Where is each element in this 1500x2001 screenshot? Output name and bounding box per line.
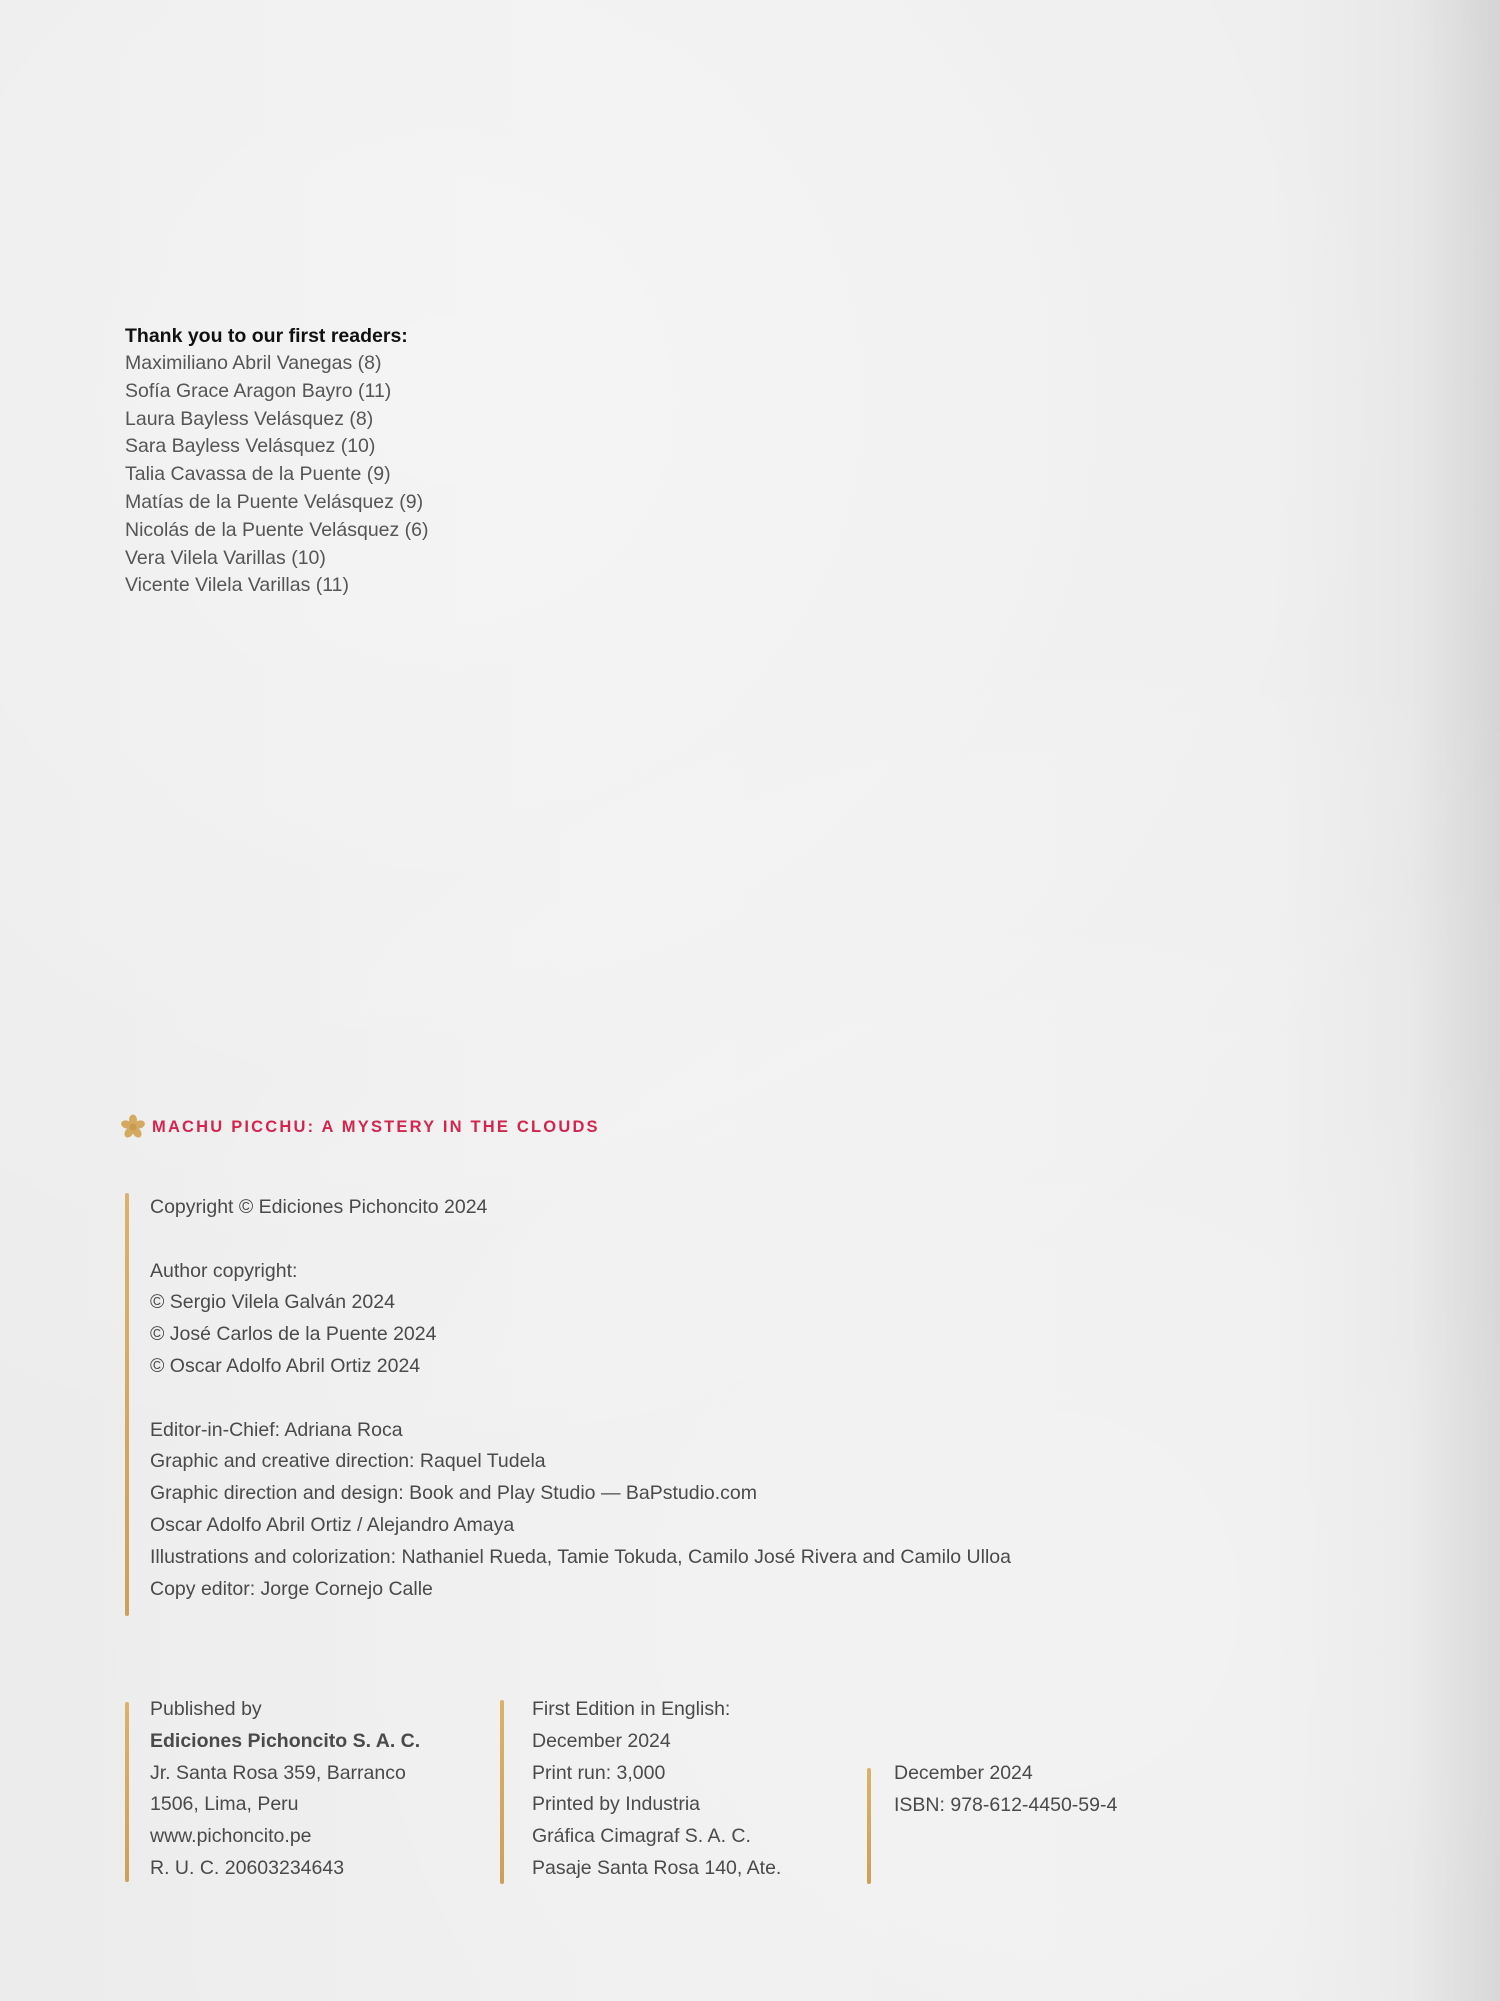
edition-line: December 2024 — [532, 1729, 671, 1752]
published-by-label: Published by — [150, 1698, 262, 1720]
staff-credit-line: Editor-in-Chief: Adriana Roca — [150, 1418, 403, 1441]
publisher-rule — [125, 1702, 129, 1882]
publisher-column — [150, 1694, 420, 1885]
first-readers-title: Thank you to our first readers: — [125, 325, 408, 347]
staff-credit-line: Oscar Adolfo Abril Ortiz / Alejandro Amaya — [150, 1513, 515, 1536]
edition-line: Printed by Industria — [532, 1793, 701, 1816]
reader-name: Matías de la Puente Velásquez (9) — [125, 490, 424, 513]
reader-name: Maximiliano Abril Vanegas (8) — [125, 352, 382, 374]
publisher-website: www.pichoncito.pe — [150, 1825, 312, 1848]
publisher-address-line: 1506, Lima, Peru — [150, 1793, 299, 1816]
edition-line: Print run: 3,000 — [532, 1761, 666, 1784]
reader-name: Nicolás de la Puente Velásquez (6) — [125, 518, 429, 541]
author-copyright-line: © Oscar Adolfo Abril Ortiz 2024 — [150, 1354, 421, 1377]
reader-name: Sara Bayless Velásquez (10) — [125, 435, 376, 458]
publisher-ruc: R. U. C. 20603234643 — [150, 1856, 345, 1879]
edition-column — [532, 1694, 781, 1885]
flower-icon — [120, 1114, 146, 1140]
author-copyright-line: © José Carlos de la Puente 2024 — [150, 1323, 437, 1346]
edition-line: Gráfica Cimagraf S. A. C. — [532, 1825, 751, 1848]
legal-date: December 2024 — [894, 1762, 1033, 1784]
book-title-line — [120, 1112, 600, 1142]
edition-rule — [500, 1700, 504, 1884]
reader-name: Laura Bayless Velásquez (8) — [125, 407, 374, 430]
book-title: MACHU PICCHU: A MYSTERY IN THE CLOUDS — [152, 1117, 600, 1136]
credits-rule — [125, 1193, 129, 1616]
reader-name: Sofía Grace Aragon Bayro (11) — [125, 379, 392, 402]
reader-name: Vicente Vilela Varillas (11) — [125, 574, 350, 597]
edition-line: First Edition in English: — [532, 1698, 731, 1720]
reader-name: Talia Cavassa de la Puente (9) — [125, 463, 391, 486]
author-copyright-line: © Sergio Vilela Galván 2024 — [150, 1291, 395, 1314]
edition-line: Pasaje Santa Rosa 140, Ate. — [532, 1856, 782, 1879]
reader-name: Vera Vilela Varillas (10) — [125, 546, 326, 569]
copyright-line: Copyright © Ediciones Pichoncito 2024 — [150, 1196, 488, 1218]
staff-credit-line: Graphic and creative direction: Raquel Tudela — [150, 1450, 546, 1473]
staff-credit-line: Copy editor: Jorge Cornejo Calle — [150, 1577, 433, 1600]
publisher-address-line: Jr. Santa Rosa 359, Barranco — [150, 1761, 406, 1784]
first-readers-list — [125, 350, 725, 600]
staff-credit-line: Illustrations and colorization: Nathaniel Rueda, Tamie Tokuda, Camilo José Rivera and Camilo Ulloa — [150, 1545, 1011, 1568]
credits-section — [150, 1192, 1350, 1605]
legal-column — [894, 1758, 1117, 1822]
author-copyright-heading: Author copyright: — [150, 1259, 298, 1282]
isbn-line: ISBN: 978-612-4450-59-4 — [894, 1793, 1118, 1816]
publisher-name: Ediciones Pichoncito S. A. C. — [150, 1729, 421, 1752]
first-readers-section — [125, 322, 725, 600]
page-edge-shadow — [1410, 0, 1500, 2001]
legal-rule — [867, 1768, 871, 1884]
staff-credit-line: Graphic direction and design: Book and Play Studio — BaPstudio.com — [150, 1482, 758, 1505]
